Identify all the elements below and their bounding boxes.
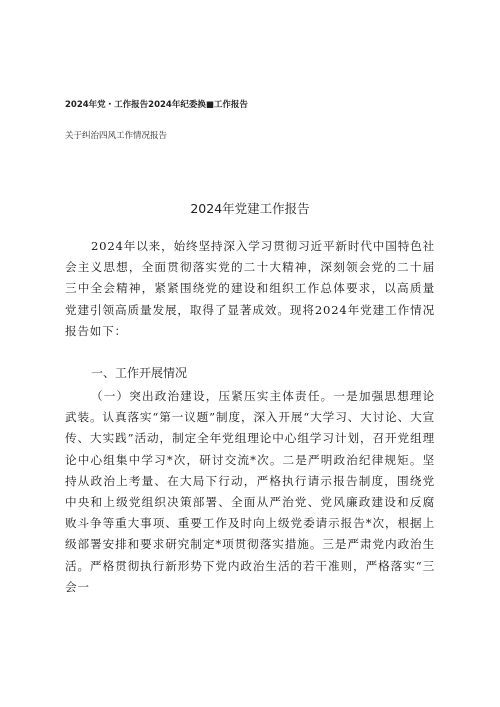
intro-paragraph: 2024年以来，始终坚持深入学习贯彻习近平新时代中国特色社会主义思想，全面贯彻落实党的二十大精神，深刻领会党的二十届三中全会精神，紧紧围绕党的建设和组织工作总体要求，以高质量党建引领高质量发展，取得了显著成效。现将2024年党建工作情况报告如下： <box>65 239 435 338</box>
section-paragraph-political-construction: （一）突出政治建设，压紧压实主体责任。一是加强思想理论武装。认真落实“第一议题”制度，深入开展“大学习、大讨论、大宣传、大实践”活动，制定全年党组理论中心组学习计划，召开党组理论中心组集中学习*次，研讨交流*次。二是严明政治纪律规矩。坚持从政治上考量、在大局下行动，严格执行请示报告制度，围绕党中央和上级党组织决策部署、全面从严治党、党风廉政建设和反腐败斗争等重大事项、重要工作及时向上级党委请示报告*次，根据上级部署安排和要求研究制定*项贯彻落实措施。三是严肃党内政治生活。严格贯彻执行新形势下党内政治生活的若干准则，严格落实“三会一 <box>65 389 435 594</box>
header-line-related-reports: 2024年党・工作报告2024年纪委换■工作报告 <box>65 100 248 110</box>
section-heading-work-progress: 一、工作开展情况 <box>91 366 188 380</box>
header-line-related-report: 关于纠治四风工作情况报告 <box>65 131 168 141</box>
document-title: 2024年党建工作报告 <box>190 201 310 216</box>
